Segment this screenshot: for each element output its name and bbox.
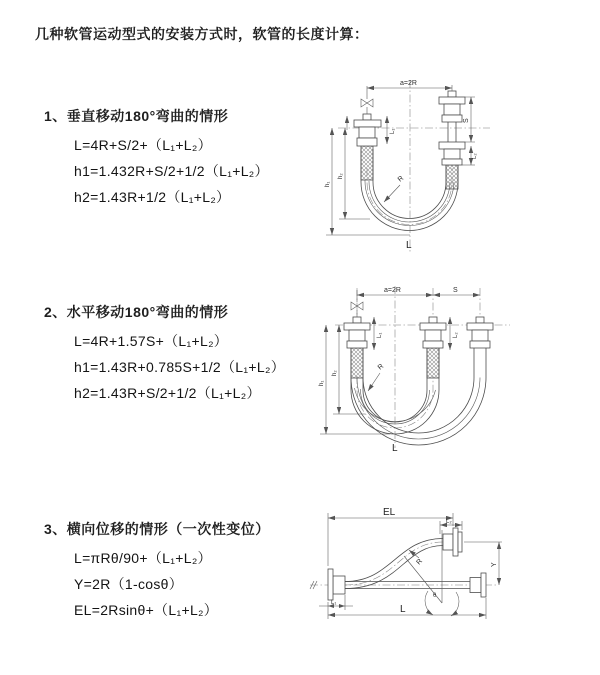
- section-vertical-180: [44, 106, 269, 210]
- section-2-formulas: [44, 328, 285, 406]
- section-3-heading: 3、横向位移的情形（一次性变位）: [44, 521, 270, 537]
- section-lateral: [44, 519, 270, 623]
- page-title: 几种软管运动型式的安装方式时，软管的长度计算：: [35, 26, 369, 42]
- dimension-label: L: [400, 604, 406, 615]
- left-hose-fitting: [344, 317, 370, 348]
- dimension-label: h₁: [325, 181, 331, 187]
- dimension-a-2r: [367, 80, 452, 91]
- dimension-label: a=2R: [384, 287, 401, 294]
- dimension-l1: [374, 317, 383, 350]
- hose-u-bend-moved: [351, 348, 486, 445]
- dimension-label: L₁: [331, 600, 337, 606]
- dimension-label: L₂: [453, 332, 459, 338]
- braided-hose-section: [427, 348, 439, 378]
- radius-callout: [384, 175, 405, 202]
- dimension-label: h₂: [332, 370, 338, 376]
- dimension-l2: [450, 317, 459, 350]
- dimension-a-2r: [357, 287, 433, 295]
- right-fitting-raised-position: [439, 91, 465, 142]
- dimension-s: [433, 287, 480, 295]
- braided-hose-section: [361, 146, 373, 180]
- dimension-label: L₂: [472, 153, 478, 159]
- dimension-label: L₂: [446, 519, 452, 525]
- right-hose-fitting: [439, 142, 465, 165]
- dimension-l1: [319, 595, 353, 610]
- right-fitting-moved-position: [467, 317, 493, 348]
- formula-line: h2=1.43R+1/2（L₁+L₂）: [74, 189, 231, 205]
- section-2-heading: 2、水平移动180°弯曲的情形: [44, 304, 229, 320]
- length-label: L: [406, 240, 412, 251]
- section-3-formulas: [44, 545, 270, 623]
- formula-line: h1=1.43R+0.785S+1/2（L₁+L₂）: [74, 359, 285, 375]
- diagram-horizontal-180-bend: [310, 278, 595, 453]
- formula-line: EL=2Rsinθ+（L₁+L₂）: [74, 602, 219, 618]
- formula-line: h1=1.432R+S/2+1/2（L₁+L₂）: [74, 163, 269, 179]
- formula-line: h2=1.43R+S/2+1/2（L₁+L₂）: [74, 385, 261, 401]
- radius-label: R: [415, 557, 424, 567]
- dimension-label: L₁: [377, 332, 383, 338]
- radius-label: R: [376, 362, 386, 372]
- fitting-centerlines: [357, 288, 480, 322]
- formula-line: Y=2R（1-cosθ）: [74, 576, 184, 592]
- section-1-heading: 1、垂直移动180°弯曲的情形: [44, 108, 229, 124]
- dimension-l1: [387, 116, 396, 144]
- diagram-vertical-180-bend: [310, 72, 595, 257]
- length-label: L: [392, 443, 398, 453]
- left-hose-fitting: [328, 569, 345, 600]
- angle-label: θ: [433, 593, 437, 599]
- formula-line: L=4R+S/2+（L₁+L₂）: [74, 137, 212, 153]
- formula-line: L=4R+1.57S+（L₁+L₂）: [74, 333, 229, 349]
- formula-line: L=πRθ/90+（L₁+L₂）: [74, 550, 212, 566]
- valve-icon: [361, 86, 373, 114]
- radius-label: R: [396, 174, 406, 184]
- section-1-formulas: [44, 132, 269, 210]
- dimension-label: S: [453, 287, 458, 294]
- braided-hose-section: [446, 165, 458, 189]
- radius-callout: [368, 363, 385, 391]
- diagram-lateral-displacement: [300, 498, 600, 653]
- dimension-label: S: [463, 118, 470, 123]
- left-hose-fitting: [354, 114, 381, 146]
- dimension-label: Y: [491, 562, 498, 567]
- dimension-label: EL: [383, 507, 396, 518]
- middle-hose-fitting: [420, 317, 446, 348]
- braided-hose-section: [351, 348, 363, 378]
- dimension-label: a=2R: [400, 80, 417, 87]
- dimension-el: [328, 507, 453, 566]
- hose-displaced-position: [345, 528, 462, 589]
- dimension-label: h₁: [319, 380, 325, 386]
- dimension-l: [328, 598, 486, 619]
- dimension-label: L₁: [390, 128, 396, 134]
- section-horizontal-180: [44, 302, 285, 406]
- dimension-label: h₂: [338, 173, 344, 179]
